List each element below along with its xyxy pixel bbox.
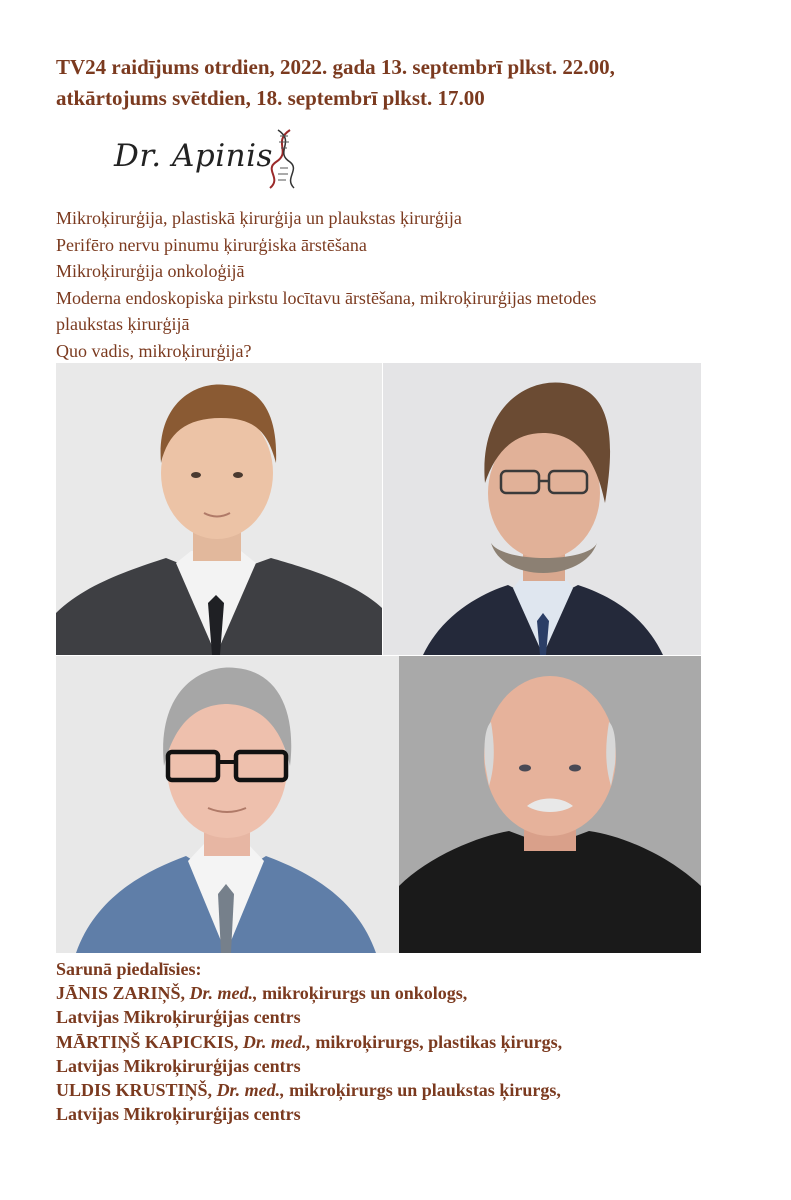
topic-item: Perifēro nervu pinumu ķirurģiska ārstēšana: [56, 234, 367, 255]
participant-degree: Dr. med.,: [242, 1031, 311, 1052]
participant-role: mikroķirurgs, plastikas ķirurgs,: [310, 1031, 563, 1052]
dr-apinis-logo: [114, 128, 314, 192]
broadcast-headline: [56, 52, 756, 114]
participant-2: [56, 1030, 776, 1054]
participant-degree: Dr. med.,: [216, 1080, 285, 1101]
participant-3: [56, 1078, 776, 1102]
portrait-photo-1: [56, 363, 382, 655]
participant-role: mikroķirurgs un plaukstas ķirurgs,: [284, 1080, 561, 1101]
topic-item: Mikroķirurģija, plastiskā ķirurģija un plaukstas ķirurģija: [56, 208, 462, 228]
participant-role: mikroķirurgs un onkologs,: [257, 983, 468, 1004]
participant-2-org: Latvijas Mikroķirurģijas centrs: [56, 1055, 301, 1076]
headline-line-2: atkārtojums svētdien, 18. septembrī plkst. 17.00: [56, 86, 485, 110]
logo-wordmark: Dr. Apinis: [114, 138, 273, 174]
dna-helix-icon: [264, 128, 300, 190]
participant-1-org: Latvijas Mikroķirurģijas centrs: [56, 1007, 301, 1028]
portrait-photo-3: [56, 656, 399, 953]
participant-name: ULDIS KRUSTIŅŠ,: [56, 1080, 217, 1101]
participant-name: JĀNIS ZARIŅŠ,: [56, 983, 190, 1004]
participants-heading: Sarunā piedalīsies:: [56, 959, 202, 979]
topic-item: plaukstas ķirurģijā: [56, 314, 190, 334]
topic-item: Mikroķirurģija onkoloģijā: [56, 261, 245, 281]
participant-name: MĀRTIŅŠ KAPICKIS,: [56, 1031, 243, 1052]
portrait-photo-4: [399, 656, 701, 953]
topic-item: Moderna endoskopiska pirkstu locītavu ārstēšana, mikroķirurģijas metodes: [56, 287, 597, 308]
headline-line-1: TV24 raidījums otrdien, 2022. gada 13. septembrī plkst. 22.00,: [56, 55, 615, 79]
participant-3-org: Latvijas Mikroķirurģijas centrs: [56, 1104, 301, 1125]
participants-section: [56, 957, 776, 1126]
portrait-photo-2: [383, 363, 701, 655]
participant-1: [56, 981, 776, 1005]
topic-list: [56, 205, 756, 364]
participant-degree: Dr. med.,: [189, 983, 258, 1004]
topic-item: Quo vadis, mikroķirurģija?: [56, 340, 252, 361]
